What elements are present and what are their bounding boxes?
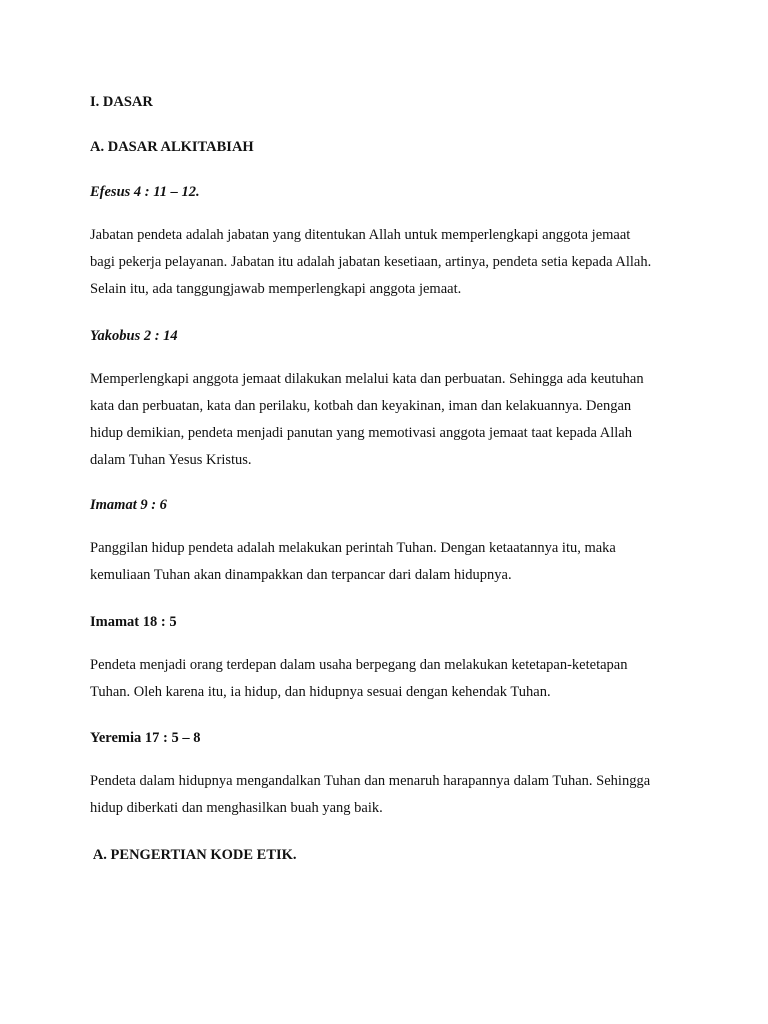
section-paragraph-efesus [90, 222, 651, 303]
paragraph-line: dalam Tuhan Yesus Kristus. [90, 452, 252, 468]
paragraph-line: hidup demikian, pendeta menjadi panutan yang memotivasi anggota jemaat taat kepada Allah [90, 425, 632, 441]
paragraph-line: Jabatan pendeta adalah jabatan yang ditentukan Allah untuk memperlengkapi anggota jemaat [90, 227, 631, 243]
section-paragraph-imamat-9 [90, 535, 616, 589]
paragraph-line: kemuliaan Tuhan akan dinampakkan dan terpancar dari dalam hidupnya. [90, 567, 512, 583]
section-ref-yakobus: Yakobus 2 : 14 [90, 328, 178, 344]
paragraph-line: Memperlengkapi anggota jemaat dilakukan melalui kata dan perbuatan. Sehingga ada keutuhan [90, 371, 644, 387]
paragraph-line: hidup diberkati dan menghasilkan buah yang baik. [90, 800, 383, 816]
paragraph-line: Selain itu, ada tanggungjawab memperlengkapi anggota jemaat. [90, 281, 462, 297]
section-paragraph-imamat-18 [90, 652, 627, 706]
heading-pengertian-kode-etik: A. PENGERTIAN KODE ETIK. [90, 847, 297, 863]
section-ref-imamat-18: Imamat 18 : 5 [90, 614, 177, 630]
paragraph-line: Panggilan hidup pendeta adalah melakukan perintah Tuhan. Dengan ketaatannya itu, maka [90, 540, 616, 556]
paragraph-line: Pendeta menjadi orang terdepan dalam usaha berpegang dan melakukan ketetapan-ketetapan [90, 657, 628, 673]
section-ref-yeremia: Yeremia 17 : 5 – 8 [90, 730, 201, 746]
paragraph-line: bagi pekerja pelayanan. Jabatan itu adalah jabatan kesetiaan, artinya, pendeta setia kepada Allah. [90, 254, 652, 270]
heading-dasar-alkitabiah: A. DASAR ALKITABIAH [90, 139, 254, 155]
section-paragraph-yakobus [90, 366, 644, 474]
section-paragraph-yeremia [90, 768, 650, 822]
section-ref-efesus: Efesus 4 : 11 – 12. [90, 184, 200, 200]
paragraph-line: Tuhan. Oleh karena itu, ia hidup, dan hidupnya sesuai dengan kehendak Tuhan. [90, 684, 551, 700]
paragraph-line: Pendeta dalam hidupnya mengandalkan Tuhan dan menaruh harapannya dalam Tuhan. Sehingga [90, 773, 651, 789]
paragraph-line: kata dan perbuatan, kata dan perilaku, kotbah dan keyakinan, iman dan kelakuannya. Dengan [90, 398, 632, 414]
heading-main: I. DASAR [90, 94, 153, 110]
section-ref-imamat-9: Imamat 9 : 6 [90, 497, 167, 513]
